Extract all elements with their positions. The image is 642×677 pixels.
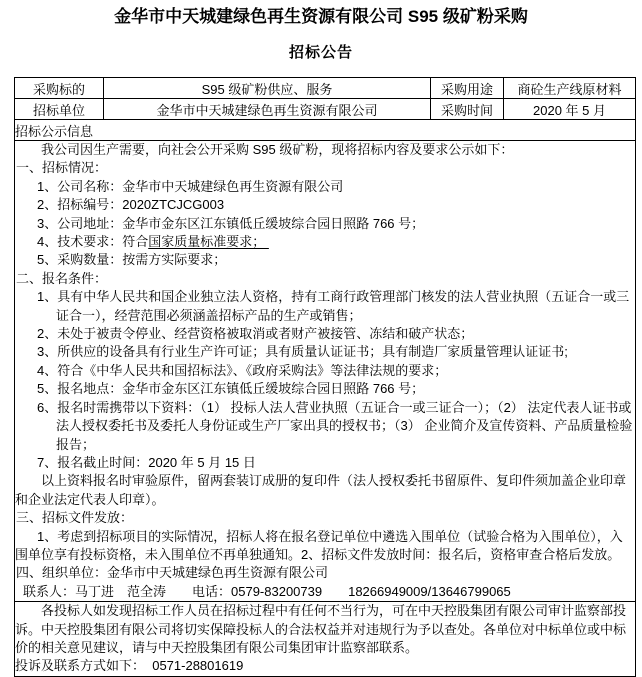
page-title: 金华市中天城建绿色再生资源有限公司 S95 级矿粉采购	[114, 7, 528, 26]
complaint-paragraph: 各投标人如发现招标工作人员在招标过程中有任何不当行为，可在中天控股集团有限公司审计监察部投诉。中天控股集团有限公司将切实保障投标人的合法权益并对违规行为予以查处。各单位对中标单位或中标价的相关意见建议，请与中天控股集团有限公司集团审计监察部联系。	[15, 603, 627, 655]
section1-item-tender-number: 2、招标编号：2020ZTCJCG003	[37, 197, 225, 213]
table-row	[15, 602, 636, 677]
procurement-use-label: 采购用途	[431, 78, 504, 99]
announcement-table	[14, 77, 636, 677]
table-row	[15, 120, 636, 141]
technical-requirement-underlined: 国家质量标准要求；	[148, 234, 269, 250]
section1-item-technical-requirement	[15, 233, 635, 251]
public-info-section-header: 招标公示信息	[15, 120, 636, 141]
intro-paragraph: 我公司因生产需要，向社会公开采购 S95 级矿粉，现将招标内容及要求公示如下：	[41, 142, 514, 157]
procurement-subject-label: 采购标的	[15, 78, 104, 99]
section2-note: 以上资料报名时审验原件，留两套装订成册的复印件（法人授权委托书留原件、复印件须加盖企业印章和企业法定代表人印章）。	[15, 473, 627, 507]
section3-heading: 三、招标文件发放：	[16, 510, 134, 526]
tender-unit-label: 招标单位	[15, 99, 104, 120]
section2-item-registration-place: 5、报名地点：金华市金东区江东镇低丘缓坡综合园日照路 766 号；	[37, 381, 425, 397]
section2-item-certificates: 3、所供应的设备具有行业生产许可证；具有质量认证证书；具有制造厂家质量管理认证证书;	[37, 344, 568, 360]
technical-requirement-prefix: 4、技术要求：符合	[37, 234, 149, 250]
procurement-subject-value: S95 级矿粉供应、服务	[104, 78, 431, 99]
section1-item-quantity: 5、采购数量：按需方实际要求；	[37, 252, 227, 268]
section2-item-laws: 4、符合《中华人民共和国招标法》、《政府采购法》等法律法规的要求；	[37, 362, 448, 378]
section1-item-company-address: 3、公司地址：金华市金东区江东镇低丘缓坡综合园日照路 766 号；	[37, 215, 425, 231]
procurement-time-label: 采购时间	[431, 99, 504, 120]
section2-item-deadline: 7、报名截止时间：2020 年 5 月 15 日	[37, 454, 256, 470]
announcement-body-cell	[15, 141, 636, 602]
table-row	[15, 99, 636, 120]
section2-item-status: 2、未处于被责令停业、经营资格被取消或者财产被接管、冻结和破产状态；	[37, 326, 474, 342]
complaint-section-cell	[15, 602, 636, 677]
procurement-use-value: 商砼生产线原材料	[504, 78, 636, 99]
page-subtitle: 招标公告	[288, 44, 353, 61]
tender-unit-value: 金华市中天城建绿色再生资源有限公司	[104, 99, 431, 120]
section1-heading: 一、招标情况：	[16, 160, 108, 176]
contacts-line: 联系人：马丁进 范全涛 电话：0579-83200739 18266949009/13646799065	[23, 583, 511, 599]
section1-item-company-name: 1、公司名称：金华市中天城建绿色再生资源有限公司	[37, 178, 344, 194]
section2-heading: 二、报名条件：	[16, 270, 108, 286]
section3-paragraph: 1、考虑到招标项目的实际情况，招标人将在报名登记单位中遴选入围单位（试验合格为入围单位），入围单位享有投标资格，未入围单位不再单独通知。2、招标文件发放时间：报名后，资格审查合格后发放。	[15, 528, 623, 562]
section2-item-legal-person: 1、具有中华人民共和国企业独立法人资格，持有工商行政管理部门核发的法人营业执照（五证合一或三证合一），经营范围必须涵盖招标产品的生产或销售；	[37, 289, 630, 323]
table-row	[15, 141, 636, 602]
complaint-contact-line: 投诉及联系方式如下： 0571-28801619	[15, 658, 244, 674]
section4-heading: 四、组织单位：金华市中天城建绿色再生资源有限公司	[16, 565, 329, 581]
table-row	[15, 78, 636, 99]
procurement-time-value: 2020 年 5 月	[504, 99, 636, 120]
section2-item-required-materials: 6、报名时需携带以下资料：（1） 投标人法人营业执照（五证合一或三证合一）；（2） 法定代表人证书或法人授权委托书及委托人身份证或生产厂家出具的授权书；（3） 企业简介及宣传资料、产品质量检验报告；	[37, 399, 633, 452]
